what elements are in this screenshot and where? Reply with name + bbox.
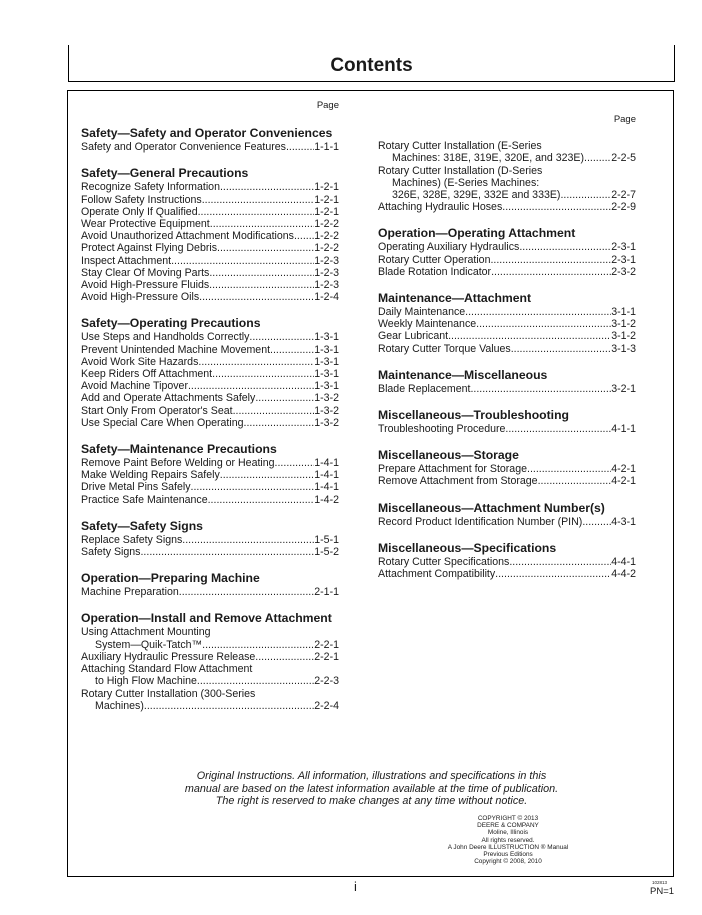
- dot-leader: [198, 356, 314, 368]
- dot-leader: [584, 152, 611, 164]
- toc-entry[interactable]: [378, 152, 636, 164]
- page-column-header: Page: [613, 114, 636, 125]
- dot-leader: [502, 201, 611, 213]
- toc-page-number: 1-2-3: [314, 254, 339, 267]
- toc-entry[interactable]: [81, 405, 339, 417]
- dot-leader: [294, 230, 314, 242]
- toc-entry-label: Use Steps and Handholds Correctly: [81, 331, 250, 344]
- right-column: [378, 114, 636, 593]
- toc-entry-label: Rotary Cutter Specifications: [378, 555, 510, 568]
- toc-entry[interactable]: [81, 639, 339, 651]
- toc-entry[interactable]: [81, 651, 339, 663]
- dot-leader: [199, 291, 314, 303]
- toc-entry-label: Make Welding Repairs Safely: [81, 469, 220, 482]
- toc-entry-label: Record Product Identification Number (PIN): [378, 515, 583, 528]
- toc-section: [378, 368, 636, 395]
- toc-entry-label: Stay Clear Of Moving Parts: [81, 266, 210, 279]
- toc-entry[interactable]: [378, 266, 636, 278]
- dot-leader: [144, 700, 314, 712]
- toc-entry-label: Blade Rotation Indicator: [378, 265, 492, 278]
- toc-entry-line: Machines) (E-Series Machines:: [392, 176, 540, 189]
- toc-entry[interactable]: [378, 556, 636, 568]
- dot-leader: [220, 469, 315, 481]
- toc-entry[interactable]: [81, 181, 339, 193]
- toc-entry-label: Auxiliary Hydraulic Pressure Release: [81, 650, 256, 663]
- toc-entry-label: Recognize Safety Information: [81, 181, 220, 194]
- toc-page-number: 1-3-1: [314, 343, 339, 356]
- toc-page-number: 2-3-1: [611, 253, 636, 266]
- toc-entry[interactable]: [378, 343, 636, 355]
- section-heading: Operation—Operating Attachment: [378, 226, 576, 241]
- toc-section: [378, 140, 636, 213]
- dot-leader: [217, 242, 314, 254]
- toc-page-number: 2-3-2: [611, 265, 636, 278]
- title-underline: [68, 81, 675, 82]
- toc-page-number: 1-3-1: [314, 368, 339, 381]
- toc-entry[interactable]: [81, 242, 339, 254]
- toc-page-number: 2-2-1: [314, 638, 339, 651]
- section-heading: Safety—Safety and Operator Conveniences: [81, 126, 333, 141]
- toc-page-number: 2-3-1: [611, 241, 636, 254]
- section-heading: Operation—Install and Remove Attachment: [81, 611, 332, 626]
- toc-page-number: 1-3-2: [314, 416, 339, 429]
- toc-entry[interactable]: [378, 254, 636, 266]
- toc-section: [81, 611, 339, 711]
- dot-leader: [476, 318, 611, 330]
- toc-entry[interactable]: [378, 189, 636, 201]
- dot-leader: [198, 206, 315, 218]
- toc-entry-label: Machines): [95, 699, 144, 712]
- toc-page-number: 1-3-1: [314, 331, 339, 344]
- toc-entry-label: Prepare Attachment for Storage: [378, 463, 527, 476]
- copyright-line: All rights reserved.: [481, 836, 535, 844]
- dot-leader: [191, 481, 315, 493]
- toc-page-number: 2-2-5: [611, 152, 636, 165]
- toc-entry-label: 326E, 328E, 329E, 332E and 333E): [392, 189, 561, 202]
- toc-section: [378, 291, 636, 355]
- dot-leader: [495, 568, 611, 580]
- toc-entry-label: to High Flow Machine: [95, 675, 197, 688]
- dot-leader: [509, 556, 611, 568]
- toc-entry[interactable]: [81, 392, 339, 404]
- toc-page-number: 1-2-3: [314, 279, 339, 292]
- toc-entry[interactable]: [81, 279, 339, 291]
- dot-leader: [171, 255, 314, 267]
- toc-entry-label: Remove Attachment from Storage: [378, 475, 538, 488]
- toc-entry-line: Rotary Cutter Installation (300-Series: [81, 687, 256, 700]
- dot-leader: [209, 279, 314, 291]
- toc-entry-label: Remove Paint Before Welding or Heating: [81, 457, 275, 470]
- dot-leader: [255, 651, 314, 663]
- toc-page-number: 1-4-1: [314, 457, 339, 470]
- toc-page-number: 1-2-2: [314, 230, 339, 243]
- toc-page-number: 1-2-2: [314, 242, 339, 255]
- toc-entry[interactable]: [81, 356, 339, 368]
- toc-page-number: 3-1-1: [611, 306, 636, 319]
- pn-label: PN=1: [650, 886, 675, 897]
- toc-entry-label: Blade Replacement: [378, 382, 471, 395]
- toc-entry[interactable]: [81, 141, 339, 153]
- toc-page-number: 1-3-2: [314, 392, 339, 405]
- section-heading: Safety—General Precautions: [81, 166, 249, 181]
- section-heading: Miscellaneous—Specifications: [378, 540, 557, 555]
- toc-entry[interactable]: [81, 194, 339, 206]
- toc-section: [81, 442, 339, 506]
- toc-entry[interactable]: [81, 481, 339, 493]
- toc-page-number: 1-2-2: [314, 218, 339, 231]
- toc-page-number: 1-3-1: [314, 380, 339, 393]
- toc-entry-label: Protect Against Flying Debris: [81, 242, 218, 255]
- section-heading: Miscellaneous—Attachment Number(s): [378, 500, 605, 515]
- toc-entry[interactable]: [378, 241, 636, 253]
- toc-entry-line: Using Attachment Mounting: [81, 626, 211, 639]
- dot-leader: [465, 306, 611, 318]
- toc-page-number: 1-5-1: [314, 533, 339, 546]
- dot-leader: [208, 494, 315, 506]
- dot-leader: [255, 392, 314, 404]
- toc-entry[interactable]: [81, 417, 339, 429]
- left-sections: [81, 126, 339, 712]
- toc-entry-label: Weekly Maintenance: [378, 318, 477, 331]
- toc-entry[interactable]: [81, 534, 339, 546]
- toc-page-number: 2-2-3: [314, 675, 339, 688]
- toc-entry-label: Avoid High-Pressure Fluids: [81, 279, 210, 292]
- toc-page-number: 1-2-3: [314, 266, 339, 279]
- toc-page-number: 1-2-4: [314, 291, 339, 304]
- note-line: The right is reserved to make changes at any time without notice.: [215, 795, 528, 808]
- toc-section: [81, 519, 339, 558]
- copyright-line: COPYRIGHT © 2013: [477, 815, 539, 822]
- toc-page-number: 4-4-2: [611, 568, 636, 581]
- toc-entry[interactable]: [378, 568, 636, 580]
- toc-entry-line: Attaching Standard Flow Attachment: [81, 663, 253, 676]
- dot-leader: [519, 241, 611, 253]
- toc-entry-label: Machine Preparation: [81, 586, 179, 599]
- toc-page-number: 1-2-1: [314, 205, 339, 218]
- toc-page-number: 2-2-4: [314, 699, 339, 712]
- note-line: manual are based on the latest information available at the time of publication.: [184, 782, 559, 795]
- section-heading: Miscellaneous—Troubleshooting: [378, 408, 569, 423]
- toc-page-number: 2-2-1: [314, 650, 339, 663]
- toc-section: [81, 126, 339, 153]
- toc-entry[interactable]: [378, 330, 636, 342]
- page-column-header: Page: [316, 100, 339, 111]
- toc-entry-label: Avoid Unauthorized Attachment Modifications: [81, 230, 294, 243]
- toc-entry[interactable]: [81, 586, 339, 598]
- dot-leader: [209, 267, 314, 279]
- toc-page-number: 4-2-1: [611, 475, 636, 488]
- toc-entry[interactable]: [378, 383, 636, 395]
- toc-page-number: 1-4-1: [314, 469, 339, 482]
- toc-page-number: 3-1-2: [611, 330, 636, 343]
- toc-entry-label: Safety and Operator Convenience Features: [81, 141, 286, 154]
- dot-leader: [197, 675, 314, 687]
- section-heading: Safety—Operating Precautions: [81, 316, 261, 331]
- dot-leader: [491, 266, 611, 278]
- toc-entry[interactable]: [81, 206, 339, 218]
- toc-page-number: 1-2-1: [314, 193, 339, 206]
- toc-entry[interactable]: [81, 230, 339, 242]
- toc-page-number: 4-3-1: [611, 515, 636, 528]
- toc-page-number: 3-1-3: [611, 342, 636, 355]
- toc-entry[interactable]: [378, 201, 636, 213]
- toc-section: [378, 448, 636, 487]
- toc-entry-label: Rotary Cutter Operation: [378, 253, 491, 266]
- dot-leader: [182, 534, 314, 546]
- toc-entry-label: Daily Maintenance: [378, 306, 466, 319]
- toc-entry-label: Gear Lubricant: [378, 330, 449, 343]
- toc-page-number: 1-1-1: [314, 141, 339, 154]
- left-column: [81, 100, 339, 725]
- toc-section: [378, 226, 636, 278]
- dot-leader: [270, 344, 314, 356]
- dot-leader: [140, 546, 314, 558]
- dot-leader: [448, 330, 611, 342]
- dot-leader: [286, 141, 314, 153]
- toc-entry[interactable]: [81, 267, 339, 279]
- toc-page-number: 2-2-7: [611, 189, 636, 202]
- toc-entry[interactable]: [378, 463, 636, 475]
- toc-section: [378, 408, 636, 435]
- dot-leader: [470, 383, 611, 395]
- dot-leader: [538, 475, 612, 487]
- toc-page-number: 4-2-1: [611, 463, 636, 476]
- print-code: 102813: [652, 880, 668, 885]
- dot-leader: [275, 457, 315, 469]
- dot-leader: [202, 639, 314, 651]
- toc-page-number: 3-2-1: [611, 382, 636, 395]
- toc-page-number: 2-2-9: [611, 201, 636, 214]
- page-title: Contents: [330, 55, 413, 76]
- toc-entry[interactable]: [81, 469, 339, 481]
- toc-entry[interactable]: [81, 218, 339, 230]
- toc-page-number: 1-4-2: [314, 493, 339, 506]
- toc-entry-label: Keep Riders Off Attachment: [81, 368, 213, 381]
- toc-entry-label: System—Quik-Tatch™: [95, 638, 203, 651]
- toc-page-number: 4-4-1: [611, 555, 636, 568]
- toc-entry-label: Avoid High-Pressure Oils: [81, 291, 200, 304]
- toc-page-number: 1-3-2: [314, 404, 339, 417]
- dot-leader: [220, 181, 314, 193]
- toc-page-number: 3-1-2: [611, 318, 636, 331]
- copyright-line: Moline, Illinois: [487, 829, 529, 837]
- toc-entry-line: Rotary Cutter Installation (D-Series: [378, 164, 543, 177]
- toc-entry-label: Attaching Hydraulic Hoses: [378, 201, 503, 214]
- dot-leader: [244, 417, 315, 429]
- section-heading: Operation—Preparing Machine: [81, 571, 260, 586]
- toc-entry-label: Use Special Care When Operating: [81, 416, 244, 429]
- toc-page-number: 1-5-2: [314, 546, 339, 559]
- toc-entry-label: Machines: 318E, 319E, 320E, and 323E): [392, 152, 584, 165]
- toc-entry-label: Attachment Compatibility: [378, 568, 496, 581]
- toc-entry-label: Troubleshooting Procedure: [378, 423, 506, 436]
- copyright-line: Copyright © 2008, 2010: [474, 858, 542, 866]
- dot-leader: [188, 380, 314, 392]
- toc-section: [378, 541, 636, 580]
- toc-entry[interactable]: [81, 368, 339, 380]
- toc-page-number: 1-4-1: [314, 481, 339, 494]
- section-heading: Safety—Maintenance Precautions: [81, 442, 277, 457]
- copyright-line: DEERE & COMPANY: [477, 822, 539, 830]
- toc-entry-line: Rotary Cutter Installation (E-Series: [378, 140, 542, 153]
- copyright-line: Previous Editions: [483, 851, 533, 859]
- toc-entry-label: Prevent Unintended Machine Movement: [81, 343, 271, 356]
- toc-entry-label: Operate Only If Qualified: [81, 205, 198, 218]
- section-heading: Safety—Safety Signs: [81, 518, 203, 533]
- toc-page-number: 4-1-1: [611, 423, 636, 436]
- toc-entry-label: Rotary Cutter Torque Values: [378, 342, 511, 355]
- toc-entry[interactable]: [378, 318, 636, 330]
- dot-leader: [490, 254, 611, 266]
- toc-entry-label: Drive Metal Pins Safely: [81, 481, 191, 494]
- toc-entry[interactable]: [81, 291, 339, 303]
- dot-leader: [505, 423, 611, 435]
- toc-entry[interactable]: [378, 306, 636, 318]
- right-sections: [378, 140, 636, 580]
- dot-leader: [582, 516, 611, 528]
- toc-entry[interactable]: [81, 494, 339, 506]
- toc-entry-label: Avoid Work Site Hazards: [81, 355, 199, 368]
- section-heading: Miscellaneous—Storage: [378, 448, 519, 463]
- dot-leader: [527, 463, 611, 475]
- toc-entry-label: Replace Safety Signs: [81, 533, 183, 546]
- toc-entry[interactable]: [81, 457, 339, 469]
- original-instructions-note: [68, 770, 675, 808]
- section-heading: Maintenance—Attachment: [378, 291, 532, 306]
- toc-page-number: 1-2-1: [314, 181, 339, 194]
- toc-entry[interactable]: [81, 344, 339, 356]
- toc-entry[interactable]: [81, 380, 339, 392]
- note-line: Original Instructions. All information, illustrations and specifications in this: [196, 770, 547, 782]
- page-number: i: [354, 879, 357, 894]
- toc-entry[interactable]: [81, 675, 339, 687]
- copyright-line: A John Deere ILLUSTRUCTION ® Manual: [447, 843, 569, 851]
- dot-leader: [249, 331, 314, 343]
- toc-section: [81, 571, 339, 598]
- copyright-block: [438, 815, 578, 865]
- toc-entry-label: Inspect Attachment: [81, 254, 172, 267]
- toc-entry[interactable]: [81, 700, 339, 712]
- toc-section: [81, 166, 339, 303]
- section-heading: Maintenance—Miscellaneous: [378, 367, 548, 382]
- dot-leader: [511, 343, 612, 355]
- toc-entry[interactable]: [81, 546, 339, 558]
- dot-leader: [560, 189, 611, 201]
- dot-leader: [212, 368, 314, 380]
- toc-entry[interactable]: [81, 331, 339, 343]
- toc-entry[interactable]: [378, 516, 636, 528]
- toc-entry-label: Operating Auxiliary Hydraulics: [378, 241, 520, 254]
- toc-entry[interactable]: [81, 255, 339, 267]
- toc-section: [378, 501, 636, 528]
- toc-page-number: 2-1-1: [314, 586, 339, 599]
- dot-leader: [233, 405, 315, 417]
- toc-entry-label: Wear Protective Equipment: [81, 218, 210, 231]
- toc-section: [81, 316, 339, 429]
- dot-leader: [202, 194, 315, 206]
- toc-entry-label: Add and Operate Attachments Safely: [81, 392, 256, 405]
- toc-entry[interactable]: [378, 475, 636, 487]
- toc-entry-label: Practice Safe Maintenance: [81, 493, 208, 506]
- toc-page-number: 1-3-1: [314, 355, 339, 368]
- toc-entry-label: Start Only From Operator's Seat: [81, 404, 233, 417]
- toc-entry-label: Avoid Machine Tipover: [81, 380, 188, 393]
- toc-entry[interactable]: [378, 423, 636, 435]
- toc-entry-label: Follow Safety Instructions: [81, 193, 202, 206]
- dot-leader: [210, 218, 315, 230]
- dot-leader: [179, 586, 315, 598]
- toc-entry-label: Safety Signs: [81, 546, 141, 559]
